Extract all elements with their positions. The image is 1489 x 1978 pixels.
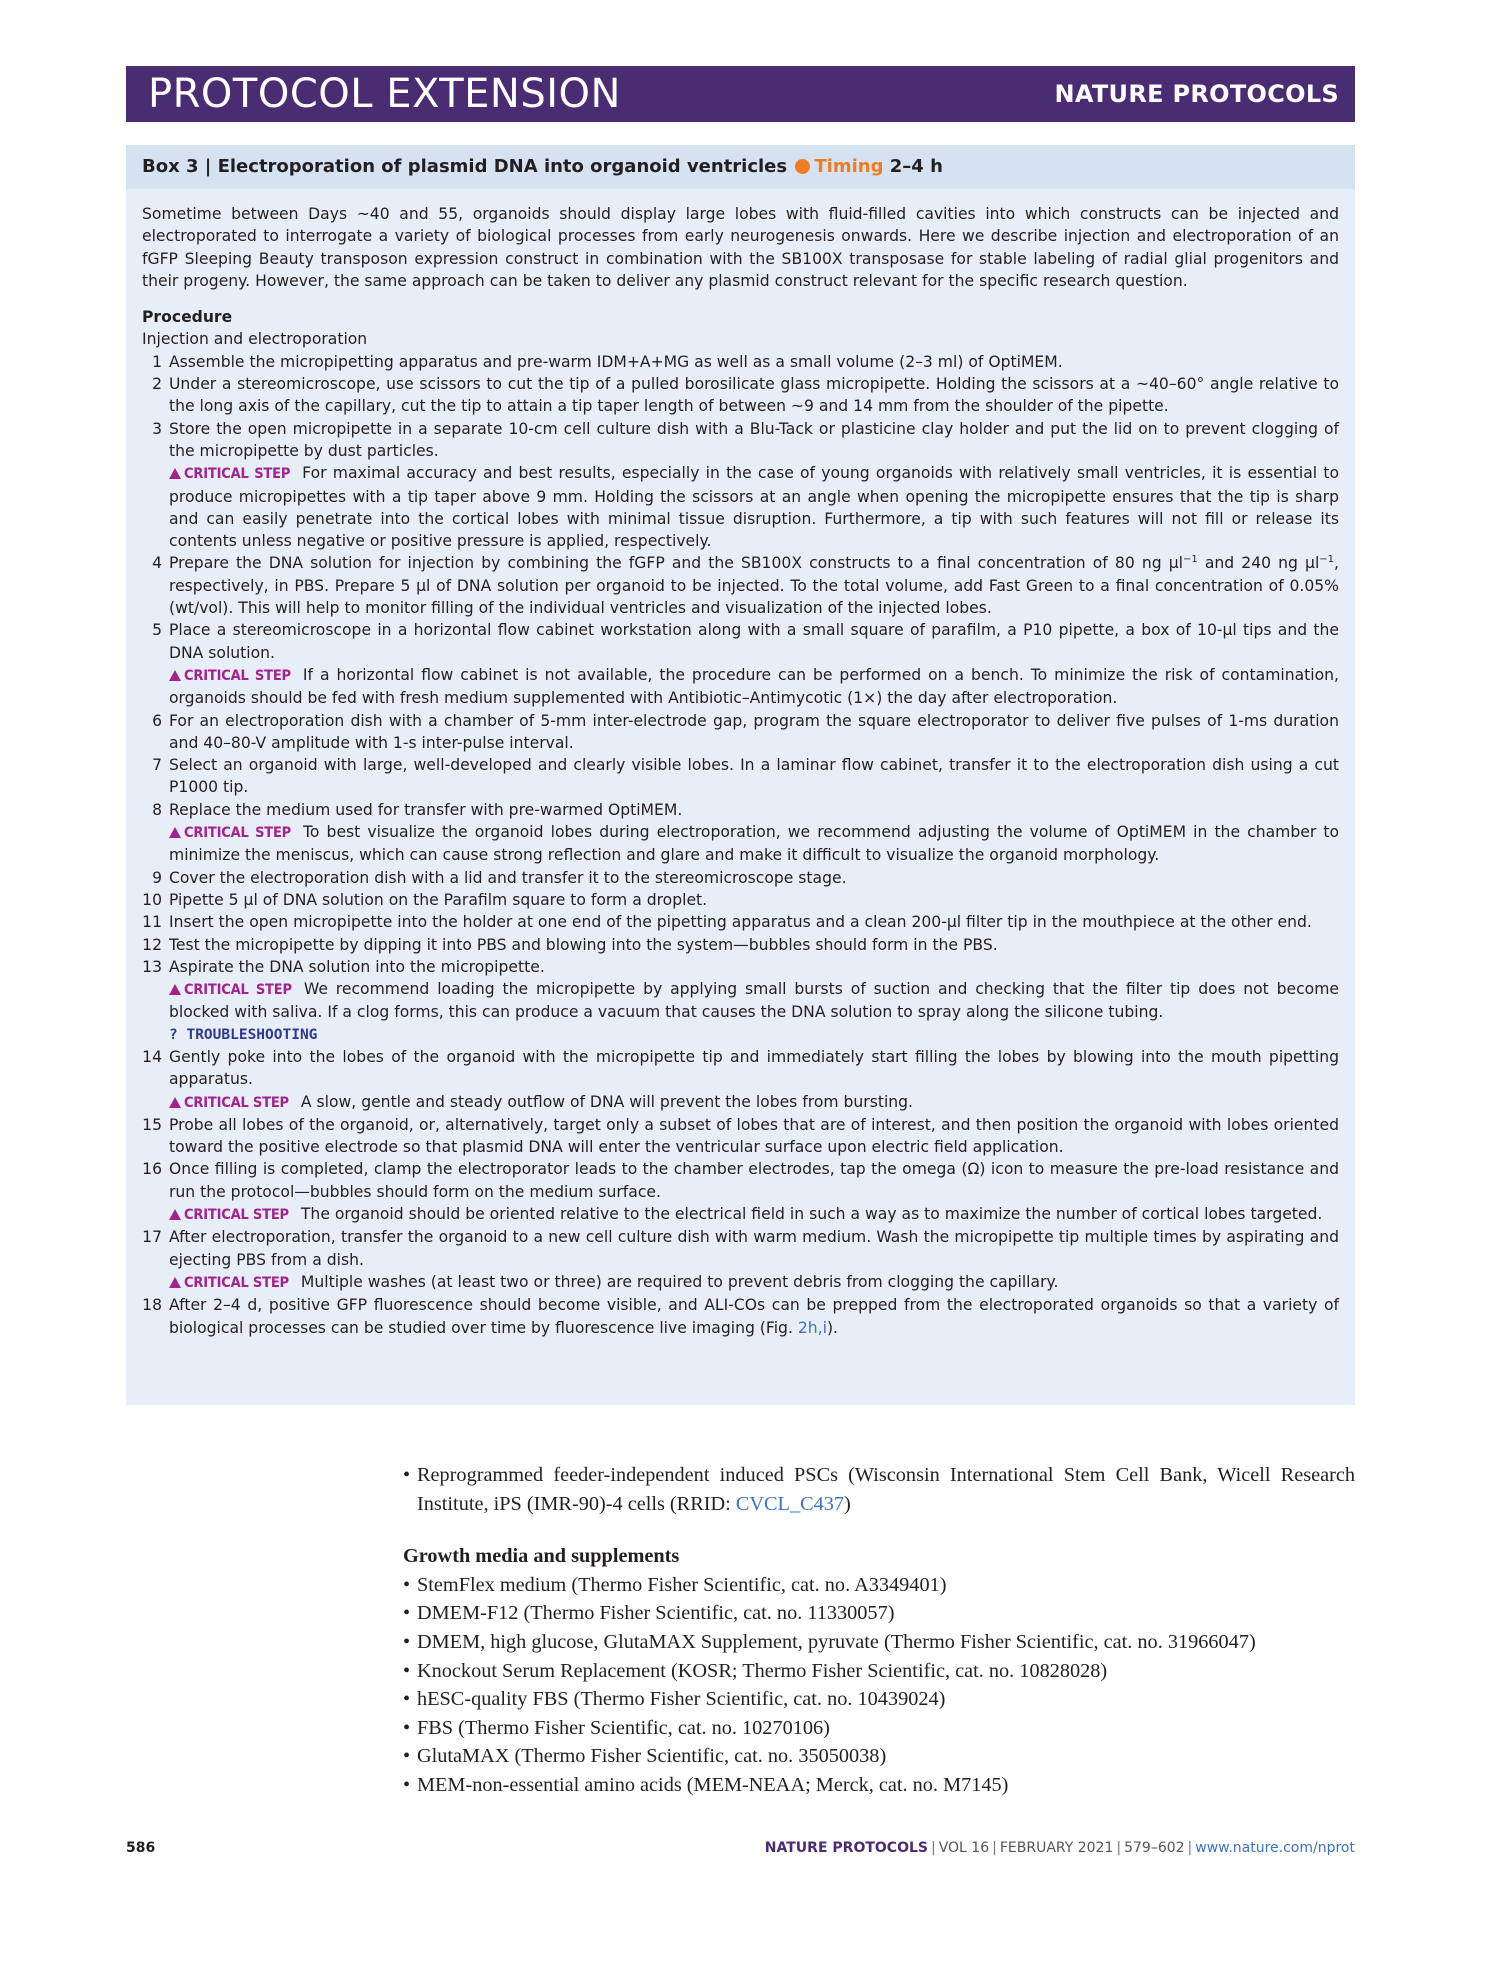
procedure-step — [142, 1114, 1339, 1159]
step-text: Replace the medium used for transfer with pre-warmed OptiMEM. — [169, 800, 683, 819]
step-number: 18 — [142, 1296, 162, 1315]
critical-step-label — [169, 1095, 289, 1111]
step-number: 5 — [152, 621, 162, 640]
list-item: • hESC-quality FBS (Thermo Fisher Scientific, cat. no. 10439024) — [403, 1685, 1355, 1714]
superscript: −1 — [1319, 554, 1335, 566]
critical-step-label — [169, 668, 291, 684]
procedure-step — [142, 911, 1339, 933]
procedure-step — [142, 1294, 1339, 1339]
procedure-step — [142, 552, 1339, 619]
procedure-step — [142, 373, 1339, 418]
materials-list — [403, 1461, 1355, 1800]
step-number: 9 — [152, 868, 162, 887]
step-text: Aspirate the DNA solution into the micropipette. — [169, 957, 545, 976]
procedure-step — [142, 934, 1339, 956]
procedure-step — [142, 754, 1339, 799]
critical-step-label — [169, 466, 290, 482]
troubleshooting-label: ? TROUBLESHOOTING — [169, 1026, 318, 1043]
timing-dot-icon — [795, 159, 810, 174]
procedure-heading: Procedure — [142, 308, 233, 327]
critical-step-label-text: CRITICAL STEP — [184, 1207, 289, 1224]
superscript: −1 — [1182, 554, 1198, 566]
warning-triangle-icon — [169, 1097, 181, 1108]
critical-step-label-text: CRITICAL STEP — [184, 1274, 289, 1291]
section-heading: Growth media and supplements — [403, 1545, 680, 1568]
step-number: 12 — [142, 935, 162, 954]
step-number: 4 — [152, 554, 162, 573]
step-text: Under a stereomicroscope, use scissors to cut the tip of a pulled borosilicate glass micropipette. Holding the scissors at a ~40–60° angle relative to the long axis of the capillary, cut the tip to attain a tip taper length of between ~9 and 14 mm from the shoulder of the pipette. — [169, 375, 1339, 416]
procedure-step — [142, 351, 1339, 373]
procedure-step — [142, 1046, 1339, 1091]
critical-step-label-text: CRITICAL STEP — [184, 466, 291, 483]
journal-name: NATURE PROTOCOLS — [1054, 80, 1339, 108]
step-text: Prepare the DNA solution for injection by combining the fGFP and the SB100X constructs to a final concentration of 80 ng µl — [169, 554, 1183, 573]
step-number: 10 — [142, 890, 162, 909]
step-text: Test the micropipette by dipping it into PBS and blowing into the system—bubbles should form in the PBS. — [169, 935, 998, 954]
critical-step — [142, 462, 1339, 552]
page-number: 586 — [126, 1840, 156, 1856]
list-item: • DMEM-F12 (Thermo Fisher Scientific, cat. no. 11330057) — [403, 1599, 1355, 1628]
timing-label: Timing — [814, 156, 884, 177]
list-item-text: Reprogrammed feeder-independent induced PSCs (Wisconsin International Stem Cell Bank, Wicell Research Institute, iPS (IMR-90)-4 cells (RRID: — [417, 1464, 1355, 1515]
page-footer — [126, 1840, 1355, 1864]
procedure-step — [142, 867, 1339, 889]
critical-step — [142, 1271, 1339, 1294]
critical-step — [142, 1203, 1339, 1226]
step-text: Pipette 5 µl of DNA solution on the Parafilm square to form a droplet. — [169, 890, 708, 909]
procedure-step — [142, 956, 1339, 978]
step-number: 1 — [152, 352, 162, 371]
step-text: For an electroporation dish with a chamber of 5-mm inter-electrode gap, program the square electroporator to deliver five pulses of 1-ms duration and 40–80-V amplitude with 1-s inter-pulse interval. — [169, 711, 1339, 752]
box-intro: Sometime between Days ~40 and 55, organoids should display large lobes with fluid-filled cavities into which constructs can be injected and electroporated to interrogate a variety of biological processes from early neurogenesis onwards. Here we describe injection and electroporation of an fGFP Sleeping Beauty transposon expression construct in combination with the SB100X transposase for stable labeling of radial glial progenitors and their progeny. However, the same approach can be taken to deliver any plasmid construct relevant for the specific research question. — [142, 205, 1339, 290]
media-list — [403, 1571, 1355, 1800]
step-text: Store the open micropipette in a separate 10-cm cell culture dish with a Blu-Tack or plasticine clay holder and put the lid on to prevent clogging of the micropipette by dust particles. — [169, 419, 1339, 460]
critical-step — [142, 978, 1339, 1024]
timing-value: 2–4 h — [889, 156, 943, 177]
footer-volume: VOL 16 — [938, 1840, 990, 1856]
footer-date: FEBRUARY 2021 — [999, 1840, 1114, 1856]
list-item: • GlutaMAX (Thermo Fisher Scientific, cat. no. 35050038) — [403, 1742, 1355, 1771]
box-title: Box 3 | Electroporation of plasmid DNA into organoid ventricles — [142, 156, 788, 177]
procedure-subheading: Injection and electroporation — [142, 330, 368, 349]
list-item: • StemFlex medium (Thermo Fisher Scientific, cat. no. A3349401) — [403, 1571, 1355, 1600]
procedure-step — [142, 889, 1339, 911]
critical-step-label-text: CRITICAL STEP — [184, 1094, 289, 1111]
critical-step-label — [169, 1275, 289, 1291]
warning-triangle-icon — [169, 1277, 181, 1288]
step-text: Once filling is completed, clamp the electroporator leads to the chamber electrodes, tap the omega (Ω) icon to measure the pre-load resistance and run the protocol—bubbles should form on the medium surface. — [169, 1160, 1339, 1201]
journal-citation: NATURE PROTOCOLS | VOL 16 | FEBRUARY 2021 | 579–602 | www.nature.com/nprot — [764, 1840, 1355, 1856]
step-number: 3 — [152, 419, 162, 438]
figure-link[interactable]: 2h,i — [797, 1318, 827, 1337]
step-number: 7 — [152, 756, 162, 775]
critical-step-label — [169, 825, 291, 841]
critical-step — [142, 821, 1339, 867]
critical-step-text: If a horizontal flow cabinet is not available, the procedure can be performed on a bench. To minimize the risk of contamination, organoids should be fed with fresh medium supplemented with Antibiotic–Antimycotic (1×) the day after electroporation. — [169, 665, 1339, 708]
step-number: 6 — [152, 711, 162, 730]
critical-step-label-text: CRITICAL STEP — [184, 982, 292, 999]
list-item: • DMEM, high glucose, GlutaMAX Supplement, pyruvate (Thermo Fisher Scientific, cat. no. 31966047) — [403, 1628, 1355, 1657]
warning-triangle-icon — [169, 1209, 181, 1220]
rrid-link[interactable]: CVCL_C437 — [735, 1492, 845, 1515]
step-number: 8 — [152, 800, 162, 819]
critical-step-text: A slow, gentle and steady outflow of DNA will prevent the lobes from bursting. — [300, 1092, 914, 1111]
critical-step — [142, 1091, 1339, 1114]
section-title: PROTOCOL EXTENSION — [148, 71, 621, 117]
step-number: 16 — [142, 1160, 162, 1179]
critical-step-text: Multiple washes (at least two or three) are required to prevent debris from clogging the capillary. — [300, 1272, 1059, 1291]
box-header — [126, 145, 1355, 189]
warning-triangle-icon — [169, 984, 181, 995]
step-text: ). — [826, 1318, 839, 1337]
critical-step-text: We recommend loading the micropipette by applying small bursts of suction and checking that the filter tip does not become blocked with saliva. If a clog forms, this can produce a vacuum that causes the DNA solution to spray along the silicone tubing. — [169, 980, 1340, 1022]
step-text: After electroporation, transfer the organoid to a new cell culture dish with warm medium. Wash the micropipette tip multiple times by aspirating and ejecting PBS from a dish. — [169, 1228, 1339, 1269]
step-number: 13 — [142, 957, 162, 976]
procedure-step — [142, 1158, 1339, 1203]
step-text: Assemble the micropipetting apparatus and pre-warm IDM+A+MG as well as a small volume (2–3 ml) of OptiMEM. — [169, 352, 1063, 371]
critical-step-text: For maximal accuracy and best results, especially in the case of young organoids with relatively small ventricles, it is essential to produce micropipettes with a tip taper above 9 mm. Holding the scissors at an angle when opening the micropipette ensures that the tip is sharp and can easily penetrate into the cortical lobes with minimal tissue disruption. Furthermore, a tip with such features will not fill or release its contents unless negative or positive pressure is applied, respectively. — [169, 464, 1339, 551]
footer-pages: 579–602 — [1124, 1840, 1185, 1856]
procedure-step — [142, 418, 1339, 463]
step-text: Insert the open micropipette into the holder at one end of the pipetting apparatus and a clean 200-µl filter tip in the mouthpiece at the other end. — [169, 913, 1312, 932]
step-text: After 2–4 d, positive GFP fluorescence should become visible, and ALI-COs can be prepped from the electroporated organoids so that a variety of biological processes can be studied over time by fluorescence live imaging (Fig. — [169, 1296, 1339, 1337]
critical-step-label-text: CRITICAL STEP — [184, 667, 291, 684]
step-text: Probe all lobes of the organoid, or, alternatively, target only a subset of lobes that are of interest, and then position the organoid with lobes oriented toward the positive electrode so that plasmid DNA will enter the ventricular surface upon electric field application. — [169, 1115, 1339, 1157]
procedure-step — [142, 710, 1339, 755]
step-number: 14 — [142, 1047, 162, 1066]
footer-url-link[interactable]: www.nature.com/nprot — [1195, 1840, 1355, 1856]
footer-journal: NATURE PROTOCOLS — [764, 1840, 928, 1856]
box-3 — [126, 145, 1355, 1405]
warning-triangle-icon — [169, 827, 181, 838]
critical-step-text: To best visualize the organoid lobes during electroporation, we recommend adjusting the volume of OptiMEM in the chamber to minimize the meniscus, which can cause strong reflection and glare and make it difficult to visualize the organoid morphology. — [169, 823, 1339, 865]
critical-step-text: The organoid should be oriented relative to the electrical field in such a way as to maximize the number of cortical lobes targeted. — [300, 1205, 1323, 1224]
critical-step-label — [169, 982, 292, 998]
list-item-text: ) — [844, 1492, 851, 1515]
procedure-steps — [142, 351, 1339, 1339]
step-text: Cover the electroporation dish with a lid and transfer it to the stereomicroscope stage. — [169, 868, 847, 887]
list-item: • Knockout Serum Replacement (KOSR; Thermo Fisher Scientific, cat. no. 10828028) — [403, 1657, 1355, 1686]
list-item — [403, 1461, 1355, 1518]
step-text: and 240 ng µl — [1197, 554, 1320, 573]
warning-triangle-icon — [169, 468, 181, 479]
step-text: , respectively, in PBS. Prepare 5 µl of DNA solution per organoid to be injected. To the total volume, add Fast Green to a final concentration of 0.05% (wt/vol). This will help to monitor filling of the individual ventricles and visualization of the injected lobes. — [169, 554, 1339, 618]
step-number: 15 — [142, 1115, 162, 1134]
list-item: • MEM-non-essential amino acids (MEM-NEAA; Merck, cat. no. M7145) — [403, 1771, 1355, 1800]
procedure-step — [142, 1226, 1339, 1271]
critical-step-label — [169, 1207, 289, 1223]
list-item: • FBS (Thermo Fisher Scientific, cat. no. 10270106) — [403, 1714, 1355, 1743]
procedure-step — [142, 799, 1339, 821]
warning-triangle-icon — [169, 670, 181, 681]
step-number: 11 — [142, 913, 162, 932]
step-number: 2 — [152, 375, 162, 394]
critical-step — [142, 664, 1339, 710]
step-text: Gently poke into the lobes of the organoid with the micropipette tip and immediately start filling the lobes by blowing into the mouth pipetting apparatus. — [169, 1047, 1339, 1089]
procedure-step — [142, 619, 1339, 664]
critical-step-label-text: CRITICAL STEP — [184, 825, 292, 842]
step-text: Select an organoid with large, well-developed and clearly visible lobes. In a laminar flow cabinet, transfer it to the electroporation dish using a cut P1000 tip. — [169, 756, 1339, 797]
header-banner — [126, 66, 1355, 122]
box-body — [126, 189, 1355, 1339]
step-text: Place a stereomicroscope in a horizontal flow cabinet workstation along with a small square of parafilm, a P10 pipette, a box of 10-µl tips and the DNA solution. — [169, 621, 1339, 662]
step-number: 17 — [142, 1228, 162, 1247]
